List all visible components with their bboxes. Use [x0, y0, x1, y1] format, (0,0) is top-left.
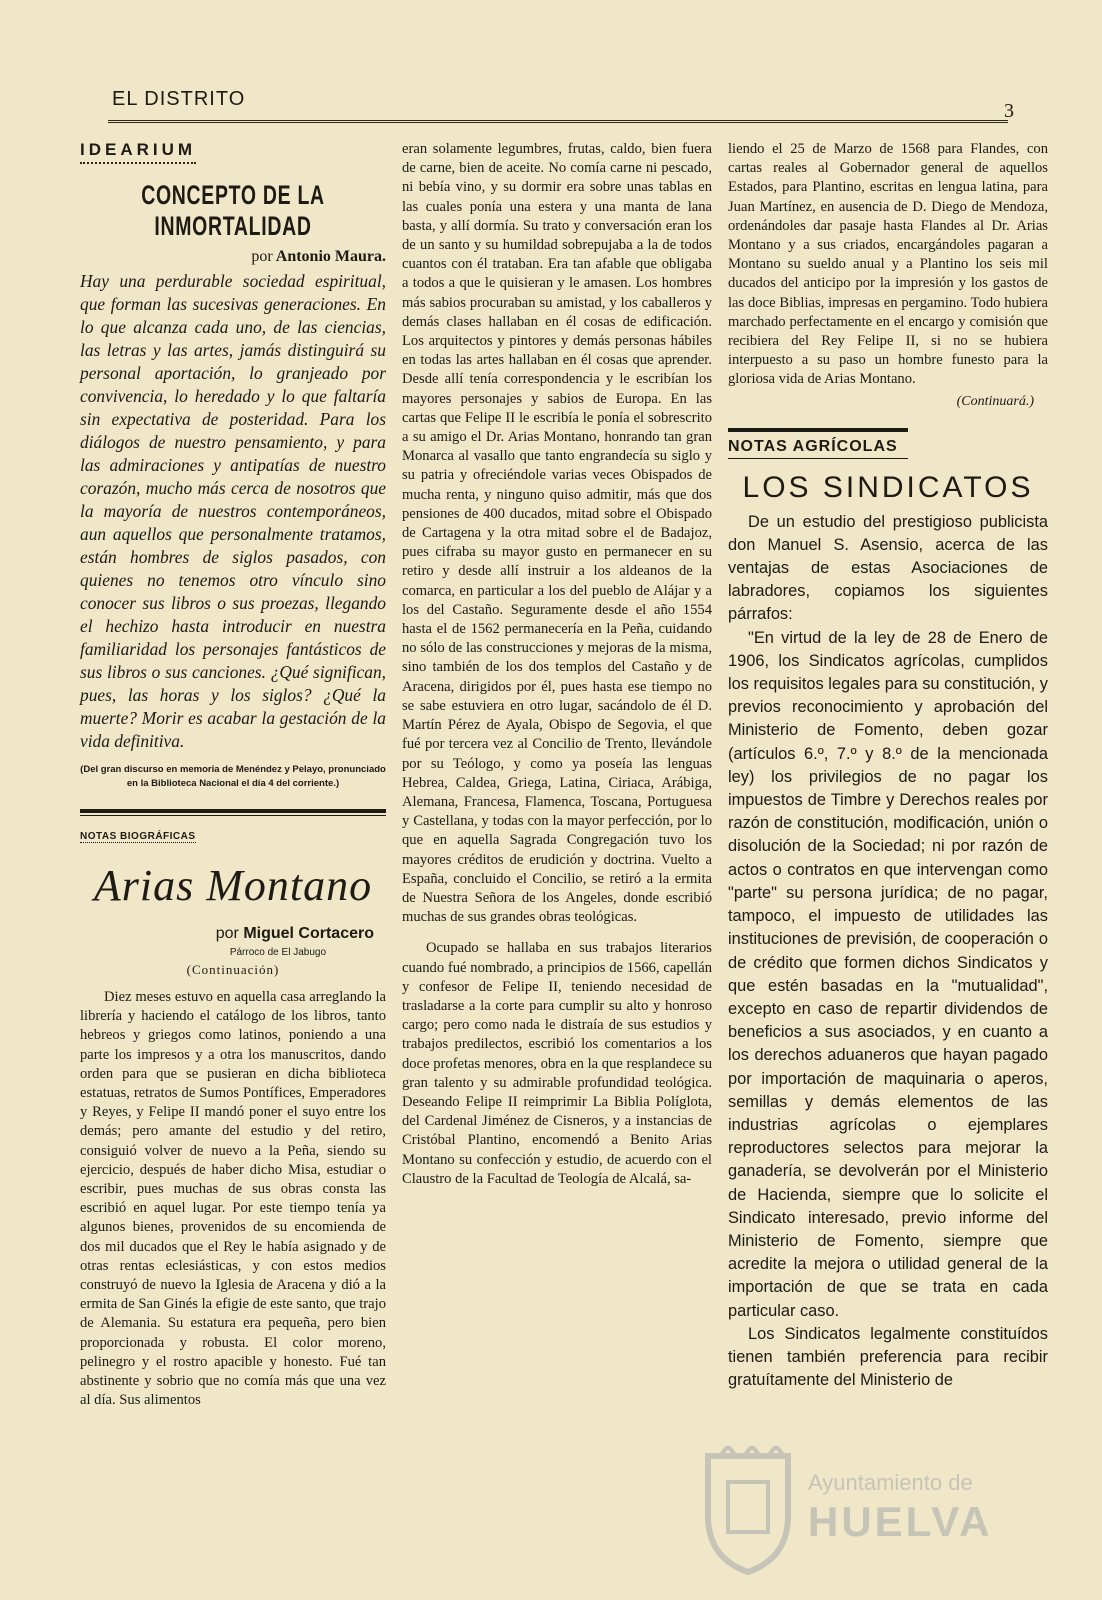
- arias-author: Miguel Cortacero: [243, 925, 374, 942]
- paragraph: liendo el 25 de Marzo de 1568 para Flandes, con cartas reales al Gobernador general de aquellos Estados, para Plantino, escritas en lengua latina, para Juan Martínez, en ausencia de D. Diego de Mendoza, ordenándoles dar pasaje hasta Flandes al Dr. Arias Montano y a sus criados, encargándoles pagaran a Montano su sueldo anual y a Plantino los seis mil ducados del anticipo por la impresión y los gastos de las doce Biblias, impresas en pergamino. Todo hubiera marchado perfectamente en el encargo y comisión que recibiera del Rey Felipe II, si no se hubiera interpuesto a su paso un hombre funesto para la gloriosa vida de Arias Montano.: [728, 141, 1048, 388]
- arias-title: Arias Montano: [93, 861, 373, 910]
- paragraph: De un estudio del prestigioso publicista don Manuel S. Asensio, acerca de las ventajas de estas Asociaciones de labradores, copiamos los siguientes párrafos:: [728, 512, 1048, 624]
- page-number: 3: [1004, 100, 1014, 122]
- crest-icon: [700, 1446, 796, 1576]
- idearium-title: CONCEPTO DE LA INMORTALIDAD: [141, 180, 325, 241]
- arias-col2-body: [402, 140, 712, 1189]
- paragraph: eran solamente legumbres, frutas, caldo, bien fuera de carne, bien de aceite. No comía carne ni pescado, ni bebía vino, y su dormir era sobre unas tablas en las cuales ponía una estera y una manta de lana basta, y allí dormía. Su trato y conversación eran los de un santo y su humildad sobrepujaba a la de todos cuantos con él trataban. Era tan afable que obligaba a todos a que le quisieran y le amasen. Los hombres más sabios procuraban su amistad, y los caballeros y demás clases hallaban en él cosas de edificación. Los arquitectos y pintores y demás personas hábiles en todas las artes hallaban en él cosas que aprender. Desde allí tenía correspondencia y le escribían los mayores personajes y sabios de Europa. En las cartas que Felipe II le escribía le ponía el sobrescrito a su amigo el Dr. Arias Montano, honrando tan gran Monarca al vasallo que tanto engrandecía su siglo y su patria y ofreciéndole varias veces Obispados de mucha renta, y ninguno quiso admitir, más que dos pensiones de 400 ducados, mitad sobre el Obispado de Cartagena y la otra mitad sobre el de Badajoz, pues cifraba su mayor gusto en permanecer en su retiro y desde allí instruir a los aldeanos de la comarca, en particular a los del pueblo de Alájar y a los del Castaño. Seguramente desde el año 1554 hasta el de 1562 permanecería en la Peña, cuidando no sólo de las construcciones y mejoras de la misma, sino también de los dos templos del Castaño y de Aracena, dirigidos por él, pues hasta ese tiempo no se sabe estuviera en otro lugar, sacándolo de él D. Martín Pérez de Ayala, Obispo de Segovia, el que fué por tercera vez al Concilio de Trento, llevándole por su Teólogo, y como ya poseía las lenguas Hebrea, Caldea, Griega, Latina, Ciriaca, Arábiga, Alemana, Francesa, Flamenca, Toscana, Portuguesa y Castellana, y todas con la mayor perfección, por lo que en aquella Sagrada Congregación tuvo los mayores créditos de erudición y doctrina. Vuelto a España, concluido el Concilio, se retiró a la ermita de Nuestra Señora de los Angeles, donde escribió muchas de sus grandes obras teológicas.: [402, 141, 712, 926]
- biografias-section-head: NOTAS BIOGRÁFICAS: [80, 831, 196, 842]
- watermark-line1: Ayuntamiento de: [808, 1470, 973, 1495]
- watermark: [700, 1440, 1020, 1590]
- masthead: [108, 86, 1014, 123]
- idearium-byline: [80, 248, 386, 266]
- arias-col3-body: [728, 140, 1048, 390]
- arias-continuara: (Continuará.): [956, 393, 1034, 409]
- agricolas-section-head: NOTAS AGRÍCOLAS: [728, 428, 908, 459]
- arias-author-role: Párroco de El Jabugo: [229, 947, 326, 958]
- idearium-text: Hay una perdurable sociedad espiritual, que forman las sucesivas generaciones. En lo que alcanza cada uno, de las ciencias, las letras y las artes, jamás distinguirá su personal aportación, lo granjeado por convivencia, lo heredado y lo que faltaría sin expectativa de posteridad. Para los diálogos de nuestro pensamiento, y para las admiraciones y antipatías de nuestro corazón, mucho más cerca de nosotros que la mayoría de nuestros contemporáneos, aun aquellos que personalmente tratamos, están hombres de siglos pasados, con quienes no tenemos otro vínculo sino conocer sus libros o sus proezas, llegando el hechizo hasta introducir en nuestra familiaridad los personajes fantásticos de sus libros o sus canciones. ¿Qué significan, pues, las horas y los siglos? ¿Qué la muerte? Morir es acabar la gestación de la vida definitiva.: [80, 271, 386, 751]
- idearium-section-head: IDEARIUM: [80, 140, 196, 164]
- sindicatos-title: LOS SINDICATOS: [742, 470, 1034, 504]
- column-1: [80, 140, 386, 1410]
- sindicatos-body: [728, 511, 1048, 1393]
- byline-prefix: por: [215, 925, 239, 942]
- paragraph: Los Sindicatos legalmente constituídos tienen también preferencia para recibir gratuítamente del Ministerio de: [728, 1324, 1048, 1390]
- newspaper-title: EL DISTRITO: [112, 88, 246, 110]
- paragraph: Diez meses estuvo en aquella casa arreglando la librería y haciendo el catálogo de los libros, tanto hebreos y griegos como latinos, poniendo a una parte los impresos y a otra los manuscritos, dando orden para que se pusieran en dicha biblioteca estatuas, retratos de Sumos Pontífices, Emperadores y Reyes, y Felipe II mandó poner el suyo entre los demás; pero amante del estudio y del retiro, consiguió volver de nuevo a la Peña, siendo su ejercicio, después de haber dicho Misa, estudiar o escribir, pues muchas de sus obras consta las escribió en aquel lugar. Por este tiempo tenía ya algunos bienes, provenidos de su encomienda de dos mil ducados que el Rey le había asignado y de otras rentas eclesiásticas, y con estos medios construyó de nuevo la Iglesia de Aracena y dió a la ermita de San Ginés la efigie de este santo, que trajo de Alemania. Su estatura era pequeña, pero bien proporcionada y robusta. El color moreno, pelinegro y el rostro apacible y honesto. Fué tan abstinente y sobrio que no comía más que una vez al día. Sus alimentos: [80, 989, 386, 1409]
- column-2: [402, 140, 712, 1189]
- arias-byline: [80, 925, 386, 943]
- paragraph: "En virtud de la ley de 28 de Enero de 1906, los Sindicatos agrícolas, cumplidos los requisitos legales para su constitución, y previos reconocimiento y aprobación del Ministerio de Fomento, deben gozar (artículos 6.º, 7.º y 8.º de la mencionada ley) los privilegios de no pagar los impuestos de Timbre y Derechos reales por razón de constitución, modificación, unión o disolución de la Sociedad; ni por razón de actos o contratos en que intervengan como "parte" su persona jurídica; de no pagar, tampoco, el impuesto de utilidades las instituciones de previsión, de cooperación o de crédito que formen dichos Sindicatos y que estén basadas en la "mutualidad", excepto en caso de repartir dividendos de beneficios a sus asociados, y en cuanto a los derechos aduaneros que hayan pagado por importación de maquinaria o aperos, semillas y demás elementos de las industrias agrícolas o ejemplares reproductores selectos para mejorar la ganadería, se devolverán por el Ministerio de Hacienda, siempre que lo solicite el Sindicato interesado, previo informe del Ministerio de Fomento, siempre que acredite la mejora o utilidad general de la importación de que se trata en cada particular caso.: [728, 628, 1048, 1320]
- arias-col1-body: [80, 988, 386, 1410]
- arias-continuation: (Continuación): [186, 962, 280, 977]
- paragraph: Ocupado se hallaba en sus trabajos literarios cuando fué nombrado, a principios de 1566, capellán y confesor de Felipe II, teniendo necesidad de trasladarse a la corte para cumplir su alto y honroso cargo; pero como nada le distraía de sus estudios y trabajos predilectos, escribió los comentarios a los doce profetas menores, obra en la que resplandece su gran talento y su admirable profundidad teológica. Deseando Felipe II reimprimir La Biblia Políglota, del Cardenal Jiménez de Cisneros, y a instancias de Cristóbal Plantino, encomendó a Benito Arias Montano su confección y estudio, de acuerdo con el Claustro de la Facultad de Teología de Alcalá, sa-: [402, 940, 712, 1187]
- watermark-line2: HUELVA: [808, 1498, 993, 1545]
- byline-prefix: por: [251, 248, 273, 265]
- idearium-note: (Del gran discurso en memoria de Menéndez y Pelayo, pronunciado en la Biblioteca Nacional el día 4 del corriente.): [80, 764, 386, 789]
- column-3: [728, 140, 1048, 1392]
- idearium-author: Antonio Maura.: [275, 248, 386, 265]
- section-divider: [80, 809, 386, 816]
